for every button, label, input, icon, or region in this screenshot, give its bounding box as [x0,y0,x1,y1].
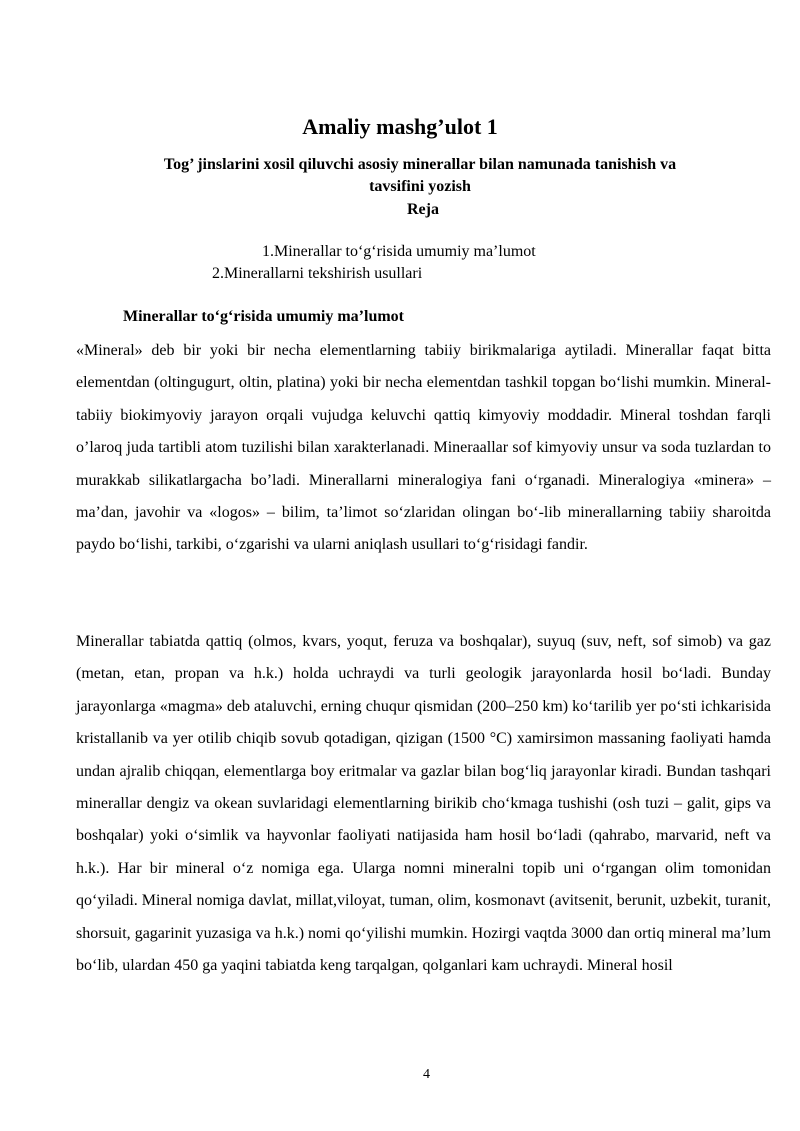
body-paragraph: Minerallar tabiatda qattiq (olmos, kvars, yoqut, feruza va boshqalar), suyuq (suv, neft, sof simob) va gaz (metan, etan, propan va h.k.) holda uchraydi va turli geologik jarayonlarda hosil bo‘ladi. Bunday jarayonlarga «magma» deb ataluvchi, erning chuqur qismidan (200–250 km) ko‘tarilib yer po‘sti ichkarisida kristallanib va yer otilib chiqib sovub qotadigan, qizigan (1500 °C) xamirsimon massaning faoliyati hamda undan ajralib chiqqan, elementlarga boy eritmalar va gazlar bilan bog‘liq jarayonlar kiradi. Bundan tashqari minerallar dengiz va okean suvlaridagi elementlarning birikib cho‘kmaga tushishi (osh tuzi – galit, gips va boshqalar) yoki o‘simlik va hayvonlar faoliyati natijasida ham hosil bo‘ladi (qahrabo, marvarid, neft va h.k.). Har bir mineral o‘z nomiga ega. Ularga nomni mineralni topib uni o‘rgangan olim tomonidan qo‘yiladi. Mineral nomiga davlat, millat,viloyat, tuman, olim, kosmonavt (avitsenit, berunit, uzbekit, turanit, shorsuit, gagarinit yuzasiga va h.k.) nomi qo‘yilishi mumkin. Hozirgi vaqtda 3000 dan ortiq mineral ma’lum bo‘lib, ulardan 450 ga yaqini tabiatda keng tarqalgan, qolganlari kam uchraydi. Mineral hosil [76,633,771,975]
page-title: Amaliy mashg’ulot 1 [302,114,498,139]
page-subtitle: Tog’ jinslarini xosil qiluvchi asosiy minerallar bilan namunada tanishish va tavsifini yozish [163,156,677,195]
plan-item: 2.Minerallarni tekshirish usullari [212,265,423,282]
section-heading: Minerallar to‘g‘risida umumiy ma’lumot [123,308,405,325]
page-number: 4 [423,1067,430,1082]
body-paragraph: «Mineral» deb bir yoki bir necha elementlarning tabiiy birikmalariga aytiladi. Minerallar faqat bitta elementdan (oltingugurt, oltin, platina) yoki bir necha elementdan tashkil topgan bo‘lishi mumkin. Mineral- tabiiy biokimyoviy jarayon orqali vujudga keluvchi qattiq kimyoviy moddadir. Mineral toshdan farqli o’laroq juda tartibli atom tuzilishi bilan xarakterlanadi. Mineraallar sof kimyoviy unsur va soda tuzlardan to murakkab silikatlargacha bo’ladi. Minerallarni mineralogiya fani o‘rganadi. Mineralogiya «minera» – ma’dan, javohir va «logos» – bilim, ta’limot so‘zlaridan olingan bo‘-lib minerallarning tabiiy sharoitda paydo bo‘lishi, tarkibi, o‘zgarishi va ularni aniqlash usullari to‘g‘risidagi fandir. [76,342,771,554]
plan-item: 1.Minerallar to‘g‘risida umumiy ma’lumot [262,243,536,260]
plan-heading: Reja [407,201,439,218]
